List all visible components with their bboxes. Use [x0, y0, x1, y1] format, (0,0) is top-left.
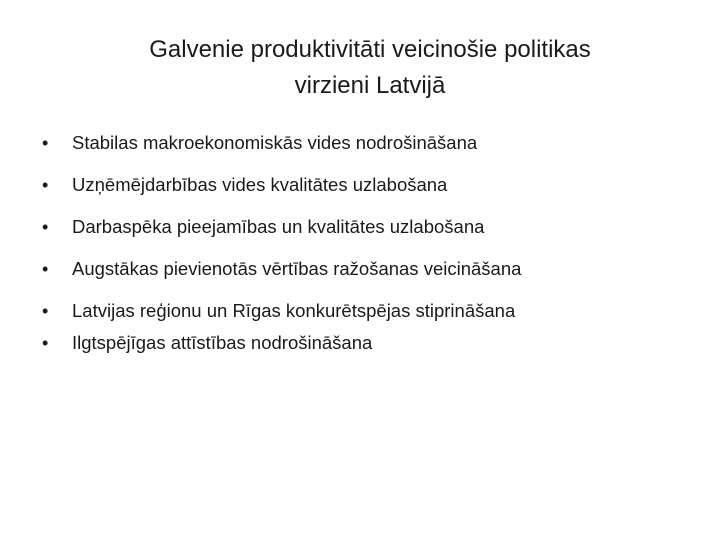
bullet-marker-icon: • — [42, 259, 49, 279]
bullet-text: Uzņēmējdarbības vides kvalitātes uzlabošana — [72, 174, 448, 195]
bullet-marker-icon: • — [42, 333, 49, 353]
bullet-list — [30, 130, 710, 356]
slide-title-line-2: virzieni Latvijā — [294, 72, 446, 99]
bullet-text: Ilgtspējīgas attīstības nodrošināšana — [72, 332, 373, 353]
slide-title — [40, 32, 700, 104]
bullet-item — [30, 172, 710, 198]
bullet-item — [30, 298, 710, 324]
bullet-text: Latvijas reģionu un Rīgas konkurētspējas stiprināšana — [72, 300, 516, 321]
bullet-text: Stabilas makroekonomiskās vides nodrošināšana — [72, 132, 478, 153]
bullet-marker-icon: • — [42, 217, 49, 237]
bullet-text: Augstākas pievienotās vērtības ražošanas veicināšana — [72, 258, 522, 279]
bullet-marker-icon: • — [42, 301, 49, 321]
bullet-item — [30, 256, 710, 282]
bullet-item — [30, 330, 710, 356]
bullet-text: Darbaspēka pieejamības un kvalitātes uzlabošana — [72, 216, 485, 237]
slide-title-line-1: Galvenie produktivitāti veicinošie politikas — [149, 36, 591, 63]
bullet-item — [30, 214, 710, 240]
bullet-marker-icon: • — [42, 133, 49, 153]
bullet-item — [30, 130, 710, 156]
bullet-marker-icon: • — [42, 175, 49, 195]
